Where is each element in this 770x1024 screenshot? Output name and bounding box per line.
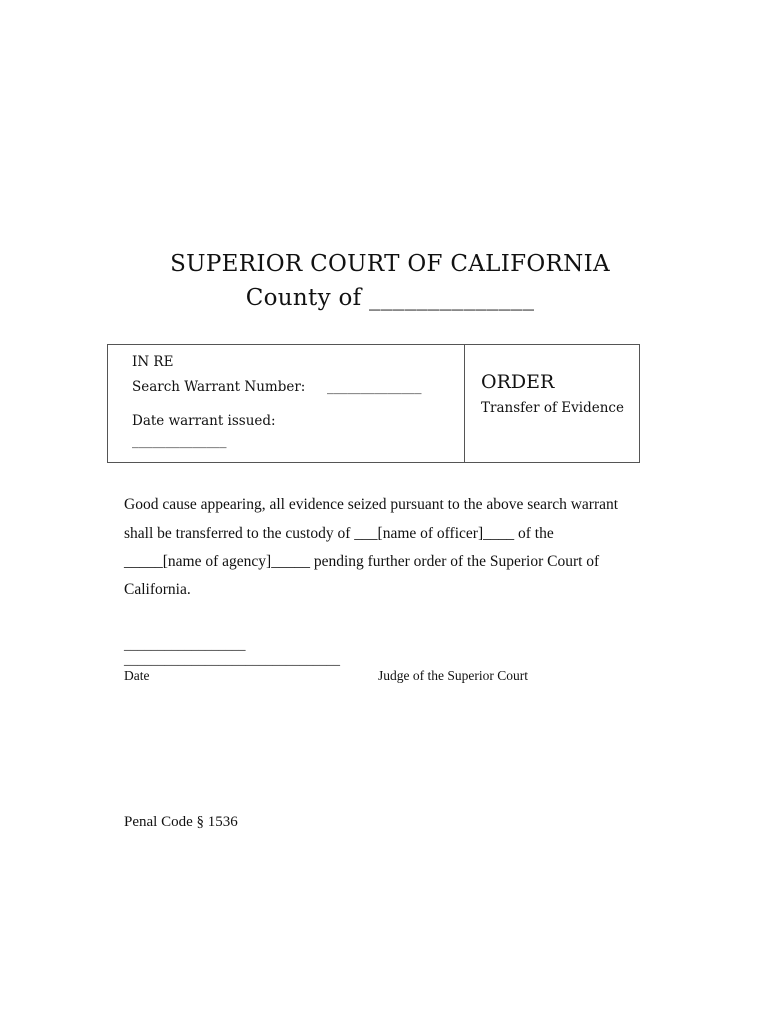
- judge-label: Judge of the Superior Court: [378, 668, 528, 683]
- body-line-2-pre: shall be transferred to the custody of: [124, 525, 355, 542]
- statute-citation: Penal Code § 1536: [124, 814, 238, 830]
- county-line: County of ______________: [245, 285, 535, 311]
- order-title: ORDER: [481, 371, 555, 393]
- body-line-1: Good cause appearing, all evidence seized pursuant to the above search warrant: [124, 496, 619, 513]
- body-line-4: California.: [124, 581, 191, 598]
- caption-divider: [464, 344, 465, 463]
- body-line-3: [124, 553, 599, 571]
- judge-signature-line[interactable]: ________________________________: [124, 652, 340, 667]
- date-issued-field[interactable]: ______________: [132, 433, 227, 449]
- order-subtitle: Transfer of Evidence: [481, 400, 624, 416]
- body-line-2: [124, 525, 554, 543]
- body-line-3-post: pending further order of the Superior Court of: [309, 553, 600, 570]
- officer-name-field[interactable]: ___[name of officer]____: [354, 525, 515, 542]
- warrant-number-label: Search Warrant Number:: [132, 379, 306, 395]
- body-line-2-post: of the: [514, 525, 554, 542]
- in-re-label: IN RE: [132, 354, 174, 370]
- date-label: Date: [124, 668, 150, 683]
- warrant-number-field[interactable]: ______________: [327, 379, 422, 395]
- date-issued-label: Date warrant issued:: [132, 413, 276, 429]
- agency-name-field[interactable]: _____[name of agency]_____: [124, 553, 310, 570]
- date-signature-line[interactable]: __________________: [124, 637, 246, 652]
- court-title: SUPERIOR COURT OF CALIFORNIA: [170, 251, 610, 277]
